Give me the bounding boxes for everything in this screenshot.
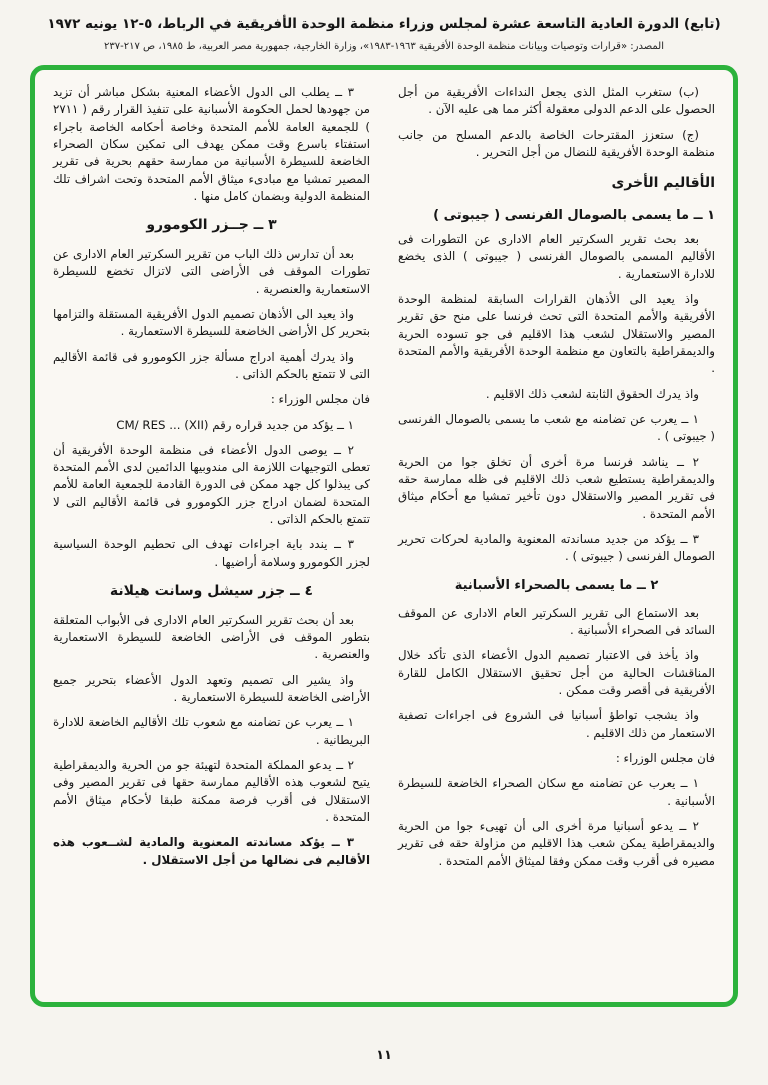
two-column-layout <box>53 84 715 992</box>
paragraph: بعد الاستماع الى تقرير السكرتير العام الادارى عن الموقف السائد فى الصحراء الأسبانية . <box>398 605 715 638</box>
numbered-clause: ٢ ــ يوصى الدول الأعضاء فى منظمة الوحدة الأفريقية أن تعطى التوجيهات اللازمة الى مندوبيها الدائمين لدى الأمم المتحدة كى يبذلوا كل جهد ممكن فى الدورة القادمة للجمعية العامة للأمم المتحدة لضمان ادراج جزر الكومورو فى قائمة الأقاليم التى لا تتمتع بالحكم الذاتى . <box>53 442 370 527</box>
numbered-clause: ١ ــ يعرب عن تضامنه مع شعب ما يسمى بالصومال الفرنسى ( جيبوتى ) . <box>398 411 715 444</box>
paragraph-item-b: (ب) ستغرب المثل الذى يجعل النداءات الأفريقية من أجل الحصول على الدعم الدولى معقولة أكثر مما هى عليه الآن . <box>398 85 715 117</box>
subheading-spanish-sahara: ٢ ــ ما يسمى بالصحراء الأسبانية <box>454 577 659 593</box>
section-heading-other-territories: الأقاليم الأخرى <box>611 175 715 192</box>
content-border-box <box>30 65 738 1007</box>
numbered-clause: ٣ ــ يؤكد من جديد مساندته المعنوية والمادية لحركات تحرير الصومال الفرنسى ( جيبوتى ) . <box>398 531 715 564</box>
council-of-ministers-lead-in: فان مجلس الوزراء : <box>270 392 370 407</box>
paragraph: واذ يشير الى تصميم وتعهد الدول الأعضاء بتحرير جميع الأراضى الخاضعة للسيطرة الاستعمارية . <box>53 672 370 705</box>
numbered-clause: ٢ ــ يدعو المملكة المتحدة لتهيئة جو من الحرية والديمقراطية يتيح لشعوب هذه الأقاليم ممارسة حقها فى تقرير المصير وفى الاستقلال فى أقرب فرصة ممكنة طبقا لأحكام ميثاق الأمم المتحدة . <box>53 758 370 824</box>
paragraph: واذ يدرك أهمية ادراج مسألة جزر الكومورو فى قائمة الأقاليم التى لا تتمتع بالحكم الذاتى . <box>53 349 370 381</box>
numbered-clause: ١ ــ يعرب عن تضامنه مع سكان الصحراء الخاضعة للسيطرة الأسبانية . <box>398 776 715 808</box>
paragraph: واذ يأخذ فى الاعتبار تصميم الدول الأعضاء الذى تأكد خلال المناقشات الحالية من أجل تحقيق الاستقلال الكامل للقارة الأفريقية فى أقصر وقت ممكن . <box>398 648 715 697</box>
numbered-clause-emphasized: ٣ ــ يؤكد مساندته المعنوية والمادية لشــعوب هذه الأقاليم فى نضالها من أجل الاستقلال . <box>53 835 370 867</box>
paragraph: بعد أن تدارس ذلك الباب من تقرير السكرتير العام الادارى عن تطورات الموقف فى الأراضى التى لاتزال تخضع للسيطرة الاستعمارية والعنصرية . <box>53 246 370 296</box>
council-of-ministers-lead-in: فان مجلس الوزراء : <box>615 750 715 765</box>
column-left <box>53 84 370 992</box>
subheading-french-somaliland: ١ ــ ما يسمى بالصومال الفرنسى ( جيبوتى ) <box>433 207 715 223</box>
header-source-note: المصدر: «قرارات وتوصيات وبيانات منظمة الوحدة الأفريقية ١٩٦٣-١٩٨٣»، وزارة الخارجية، جمهورية مصر العربية، ط ١٩٨٥، ص ٢١٧-٢٣٧ <box>104 41 664 52</box>
numbered-clause: ٢ ــ يناشد فرنسا مرة أخرى أن تخلق جوا من الحرية والديمقراطية يستطيع شعب ذلك الاقليم فى ظله ممارسة حقه فى تقرير المصير والاستقلال دون تأخير تمشيا مع أحكام ميثاق الأمم المتحدة . <box>398 454 715 521</box>
numbered-clause: ٣ ــ يندد باية اجراءات تهدف الى تحطيم الوحدة السياسية لجزر الكومورو وسلامة أراضيها . <box>53 537 370 569</box>
paragraph: بعد بحث تقرير السكرتير العام الادارى عن التطورات فى الأقاليم المسمى بالصومال الفرنسى ( جيبوتى ) الذى يخضع للادارة الاستعمارية . <box>398 232 715 281</box>
numbered-clause: ٣ ــ يطلب الى الدول الأعضاء المعنية بشكل مباشر أن تزيد من جهودها لحمل الحكومة الأسبانية على تنفيذ القرار رقم ( ٢٧١١ ) للجمعية العامة للأمم المتحدة وخاصة أحكامه الخاصة باجراء استفتاء باسرع وقت ممكن يهدف الى تمكين سكان الصحراء الخاضعة للسيطرة الأسبانية من ممارسة حقهم بحرية فى تقرير المصير تمشيا مع مبادىء ميثاق الأمم المتحدة وتحت اشراف تلك المنظمة الدولية وبضمان كامل منها . <box>53 85 370 203</box>
section-heading-seychelles-sthelena: ٤ ــ جزر سيشل وسانت هيلانة <box>109 583 314 600</box>
page-number: ١١ <box>376 1048 392 1063</box>
numbered-clause-resolution-ref: ١ ــ يؤكد من جديد قراره رقم CM/ RES ... (XII) <box>116 417 354 432</box>
paragraph: واذ يشجب تواطؤ أسبانيا فى الشروع فى اجراءات تصفية الاستعمار من ذلك الاقليم . <box>398 708 715 740</box>
section-heading-comoros: ٣ ــ جــزر الكومورو <box>146 217 277 234</box>
header-session-title: (تابع) الدورة العادية التاسعة عشرة لمجلس وزراء منظمة الوحدة الأفريقية في الرباط، ٥-١٢ يونيه ١٩٧٢ <box>47 16 721 32</box>
paragraph: واذ يدرك الحقوق الثابتة لشعب ذلك الاقليم . <box>485 386 699 401</box>
paragraph-item-j: (ج) ستعزز المقترحات الخاصة بالدعم المسلح من جانب منظمة الوحدة الأفريقية للنضال من أجل التحرير . <box>398 127 715 159</box>
column-right <box>398 84 715 992</box>
document-header <box>14 16 754 52</box>
paragraph: واذ يعيد الى الأذهان القرارات السابقة لمنظمة الوحدة الأفريقية والأمم المتحدة التى تحث فرنسا على منح حق تقرير المصير والاستقلال لشعب هذا الاقليم فى جو تسوده الحرية والديمقراطية بالتعاون مع منظمة الوحدة الأفريقية والأمم المتحدة . <box>398 291 715 376</box>
numbered-clause: ٢ ــ يدعو أسبانيا مرة أخرى الى أن تهيىء جوا من الحرية والديمقراطية يمكن شعب هذا الاقليم من مزاولة حقه فى تقرير مصيره فى أقرب وقت ممكن وفقا لميثاق الأمم المتحدة . <box>398 818 715 868</box>
numbered-clause: ١ ــ يعرب عن تضامنه مع شعوب تلك الأقاليم الخاضعة للادارة البريطانية . <box>53 715 370 747</box>
paragraph: بعد أن بحث تقرير السكرتير العام الادارى فى الأبواب المتعلقة بتطور الموقف فى الأراضى الخاضعة للسيطرة الاستعمارية والعنصرية . <box>53 612 370 662</box>
paragraph: واذ يعيد الى الأذهان تصميم الدول الأفريقية المستقلة والتزامها بتحرير كل الأراضى الخاضعة للسيطرة الاستعمارية . <box>53 306 370 339</box>
